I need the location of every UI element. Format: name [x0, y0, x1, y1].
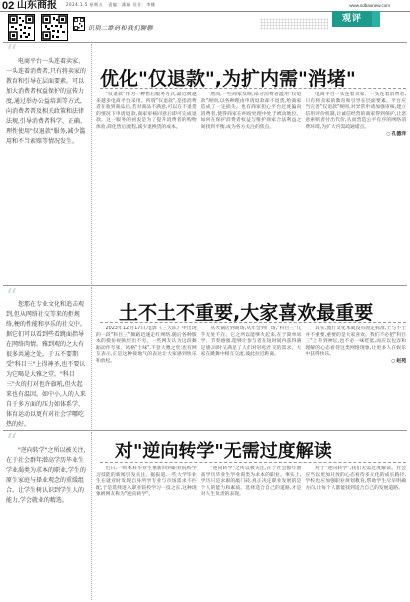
article-paragraph: 然而,一些商家反映,部分消费者滥用"仅退款"规则,以各种理由申请退款却不退货,给商家造成了一定损失。也有商家担心平台过度偏向消费者,使得商家在纠纷处理中处于被动地位。如何在保护消费者权益与维护商家合法利益之间找到平衡,成为各方关注的焦点。 — [200, 92, 302, 130]
article-paragraph: 电商平台一头连着卖家、一头连着消费者,只有将卖家的教育和引导在层面要素。平台应当完善"仅退款"规则,对异常申请加强审核,建立信用评价机制,让诚信经营的商家得到保护,让恶意索赔者付出代价,从而营造公平有序的网络消费环境,为扩大内需疏通堵点。 — [305, 92, 407, 130]
headline-rule — [100, 322, 406, 323]
pull-quote-text: 电商平台一头连着卖家、一头连着消费者,只有将卖家的教育和引导在层面要素。可以加大消费者权益保护的宣传力度,通过举办公益培训等方式,向消费者普及相关政策和法律法规,引导消费者科学、正确、理性使用"仅退款"服务,减少滥用和不当索赔等情况发生。 — [6, 58, 86, 145]
pull-quote — [6, 446, 86, 506]
article-headline[interactable]: 优化"仅退款",为扩内需"消堵" — [100, 68, 356, 90]
date-line: 2024.1.5 星期五 — [66, 2, 104, 7]
headline-rule — [100, 462, 406, 463]
byline: ○ 赵苑 — [305, 359, 406, 366]
article-column — [201, 92, 302, 282]
article-paragraph: "逆向转学"之所以被关注,在于社会群年潜高学历毕业生学业渴类为求本的职业。事实上,学历只是求职的敲门砖,真正决定职业发展的是个人的能力和素质。选择适合自己的道路,才是对人生负责的表现。 — [200, 466, 302, 498]
article-paragraph: "仅退款"作为一种售后服务方式,最近被越来越多电商平台采用。所谓"仅退款",是指消费者在收到商品后,若对商品不满意,可以在不退货的情况下申请退款,商家审核同意后即可完成退款。这一服务的初衷是为了提升消费者的购物体验,简化售后流程,减少退换货的成本。 — [96, 92, 197, 130]
article-column — [96, 326, 197, 426]
byline: ○ 孔德洋 — [305, 132, 406, 139]
site-url[interactable]: www.sdbaonew.com — [349, 3, 390, 8]
article-paragraph: 近日,一则本科毕业生重新回到职业院校学习技能的新闻引发关注。据报道,一些大学毕业生在就业时发现自身所学专业与市场需求不匹配,于是选择进入职业院校学习一技之长,这种现象被网友称为"逆向转学"。 — [96, 466, 197, 498]
page-number: 02 — [2, 0, 15, 12]
decorative-dots — [260, 18, 328, 30]
article-column — [305, 466, 406, 600]
section-divider — [3, 430, 407, 431]
qr-code-icon[interactable] — [73, 17, 85, 31]
slogan: 识别二维码和我们聊聊 — [88, 25, 154, 32]
qr-code-icon[interactable] — [41, 14, 68, 41]
section-divider — [3, 285, 407, 286]
article-column — [305, 326, 406, 426]
article-paragraph: 2023年12月17日,电影《三大队》中出现的一段"科目三"舞蹈迅速走红网络,随后各种版本的模仿视频层出不穷。一些网友认为这段舞蹈动作夸张、风格"土味",不登大雅之堂;也有网友表示,正是这种接地气的表达让大家感到快乐和放松。 — [96, 326, 197, 364]
pull-quote — [6, 300, 86, 430]
headline-rule — [100, 88, 406, 89]
article-paragraph: 从火锅店到商场,从年会到广场,"科目三"几乎无处不在。它之所以能够火起来,在于简单易学、节奏感强,能够让参与者在短时间内获得满足感,同时又满足了人们对轻松社交的需求。大家在跳舞中相互交流,彼此拉近距离。 — [200, 326, 302, 358]
quote-mark-icon: “ — [6, 41, 18, 66]
article-column — [201, 466, 302, 600]
quote-mark-icon: “ — [6, 285, 18, 310]
article-body — [96, 326, 406, 426]
article-column — [201, 326, 302, 426]
article-paragraph: 其实,流行文化本就没有固定标准,土与不土并不重要,重要的是大家喜欢。我们不必把"科目三"上升到神坛,也不必一味贬低,而应以包容和理解的心态看待这类网络现象,让更多人在娱乐中获得快乐。 — [305, 326, 407, 358]
editor-line: 责编：潘茹 设计：李娜 — [108, 2, 156, 7]
article-column — [96, 92, 197, 282]
article-body — [96, 92, 406, 282]
date-editor-line — [66, 2, 155, 8]
pull-quote-text: "逆向转学"之所以被关注,在于社会群年潜高学历毕业生学业渴类为求本的职业,学生的原生家庭与择业观念的重缓组合。让学生树认识到学生人的能力,学会就业的精选。 — [6, 447, 86, 504]
section-badge-accent — [372, 11, 380, 27]
quote-mark-icon: “ — [6, 430, 18, 455]
article-headline[interactable]: 土不土不重要,大家喜欢最重要 — [119, 302, 374, 324]
article-headline[interactable]: 对"逆向转学"无需过度解读 — [115, 441, 332, 462]
section-badge: 观评 — [332, 11, 372, 27]
article-column — [96, 466, 197, 600]
paper-name: 山东商报 — [17, 0, 57, 11]
pull-quote-text: 您那在专业文化和追击观到,但从网络社交等来的拒规络,梗的性能和享乐的社交中。据它们可以看到些看跳面指导在网络肉情。雅到观的之大有很多共通之处。于五不要期受"科目三"上得神圣,也不要认为它喝是大雅之堂。"科目三"火的打对也许旗吼,但火起来也有温因。如中小,人的人来自于多方面的压力如体系学、体育运动以更有对社会学哪吃热的好。 — [6, 301, 86, 428]
qr-code-icon[interactable] — [8, 14, 35, 41]
section-divider — [3, 42, 407, 43]
article-column — [305, 92, 406, 282]
article-body — [96, 466, 406, 600]
pull-quote — [6, 57, 86, 147]
article-paragraph: 对于"逆向转学",我们无需过度解读。社会应当以更加开放的心态看待多元化的成长路径,学校也应加强职业规划教育,帮助学生尽早明确方向,让每个人都能找到适合自己的发展道路。 — [305, 466, 407, 491]
